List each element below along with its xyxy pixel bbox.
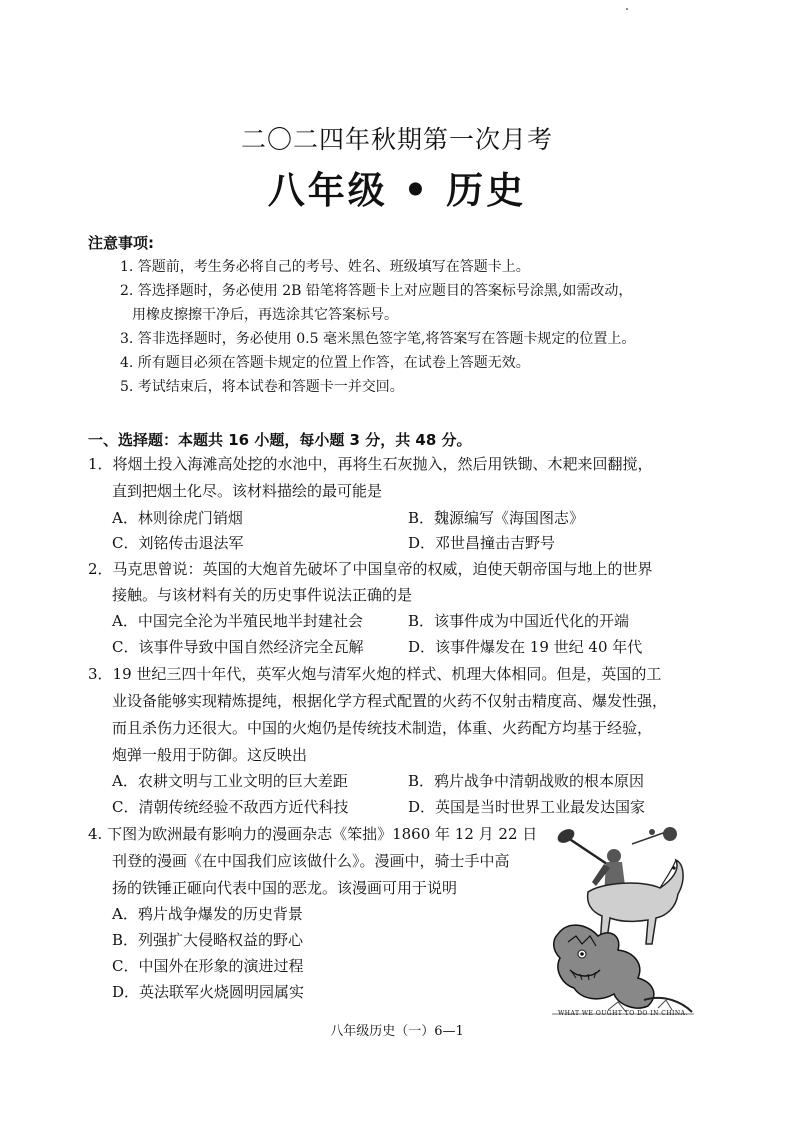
question-1-stem: 直到把烟土化尽。该材料描绘的最可能是 xyxy=(112,482,383,500)
notice-item-continued: 用橡皮擦擦干净后，再选涂其它答案标号。 xyxy=(132,307,398,323)
notice-heading: 注意事项: xyxy=(88,234,154,252)
question-4-option-b: B．列强扩大侵略权益的野心 xyxy=(112,931,304,949)
question-2-option-b: B．该事件成为中国近代化的开端 xyxy=(408,612,630,630)
question-4-stem: 刊登的漫画《在中国我们应该做什么》。漫画中，骑士手中高 xyxy=(112,852,510,870)
question-2-option-d: D．该事件爆发在 19 世纪 40 年代 xyxy=(408,638,643,656)
question-3-stem: 业设备能够实现精炼提纯，根据化学方程式配置的火药不仅射击精度高、爆发性强， xyxy=(112,692,668,710)
question-2-stem: 接触。与该材料有关的历史事件说法正确的是 xyxy=(112,586,413,604)
question-3-option-d: D．英国是当时世界工业最发达国家 xyxy=(408,798,646,816)
question-4-option-d: D．英法联军火烧圆明园属实 xyxy=(112,983,305,1001)
question-2-option-c: C．该事件导致中国自然经济完全瓦解 xyxy=(112,638,364,656)
question-4-option-a: A．鸦片战争爆发的历史背景 xyxy=(112,905,303,923)
question-4-stem: 4. 下图为欧洲最有影响力的漫画杂志《笨拙》1860 年 12 月 22 日 xyxy=(88,825,538,843)
question-3-stem: 3．19 世纪三四十年代，英军火炮与清军火炮的样式、机理大体相同。但是，英国的工 xyxy=(88,665,662,683)
page-footer: 八年级历史（一）6—1 xyxy=(330,1024,464,1039)
notice-item: 2. 答选择题时，务必使用 2B 铅笔将答题卡上对应题目的答案标号涂黑,如需改动， xyxy=(120,283,633,299)
question-3-option-b: B．鸦片战争中清朝战败的根本原因 xyxy=(408,772,645,790)
notice-item: 1. 答题前，考生务必将自己的考号、姓名、班级填写在答题卡上。 xyxy=(120,259,530,275)
notice-item: 4. 所有题目必须在答题卡规定的位置上作答，在试卷上答题无效。 xyxy=(120,355,530,371)
punch-cartoon-illustration xyxy=(548,824,698,1020)
exam-subject-title: 八年级 • 历史 xyxy=(267,168,527,212)
question-4-stem: 扬的铁锤正砸向代表中国的恶龙。该漫画可用于说明 xyxy=(112,879,458,897)
question-1-option-a: A．林则徐虎门销烟 xyxy=(112,509,243,527)
section-heading: 一、选择题：本题共 16 小题，每小题 3 分，共 48 分。 xyxy=(88,431,472,449)
question-2-option-a: A．中国完全沦为半殖民地半封建社会 xyxy=(112,612,363,630)
question-3-stem: 炮弹一般用于防御。这反映出 xyxy=(112,746,308,764)
question-3-option-a: A．农耕文明与工业文明的巨大差距 xyxy=(112,772,348,790)
figure-caption: WHAT WE OUGHT TO DO IN CHINA. xyxy=(558,1010,688,1017)
question-3-option-c: C．清朝传统经验不敌西方近代科技 xyxy=(112,798,349,816)
question-3-stem: 而且杀伤力还很大。中国的火炮仍是传统技术制造，体重、火药配方均基于经验， xyxy=(112,719,653,737)
question-1-stem: 1．将烟土投入海滩高处挖的水池中，再将生石灰抛入，然后用铁锄、木耙来回翻搅， xyxy=(88,455,653,473)
speck-mark xyxy=(626,8,628,10)
notice-item: 3. 答非选择题时，务必使用 0.5 毫米黑色签字笔,将答案写在答题卡规定的位置上。 xyxy=(120,331,636,347)
question-4-option-c: C．中国外在形象的演进过程 xyxy=(112,957,304,975)
question-2-stem: 2．马克思曾说：英国的大炮首先破坏了中国皇帝的权威，迫使天朝帝国与地上的世界 xyxy=(88,560,653,578)
question-1-option-b: B．魏源编写《海国图志》 xyxy=(408,509,585,527)
exam-title: 二〇二四年秋期第一次月考 xyxy=(240,125,553,154)
question-1-option-d: D．邓世昌撞击吉野号 xyxy=(408,534,556,552)
notice-item: 5. 考试结束后，将本试卷和答题卡一并交回。 xyxy=(120,379,404,395)
question-1-option-c: C．刘铭传击退法军 xyxy=(112,534,244,552)
